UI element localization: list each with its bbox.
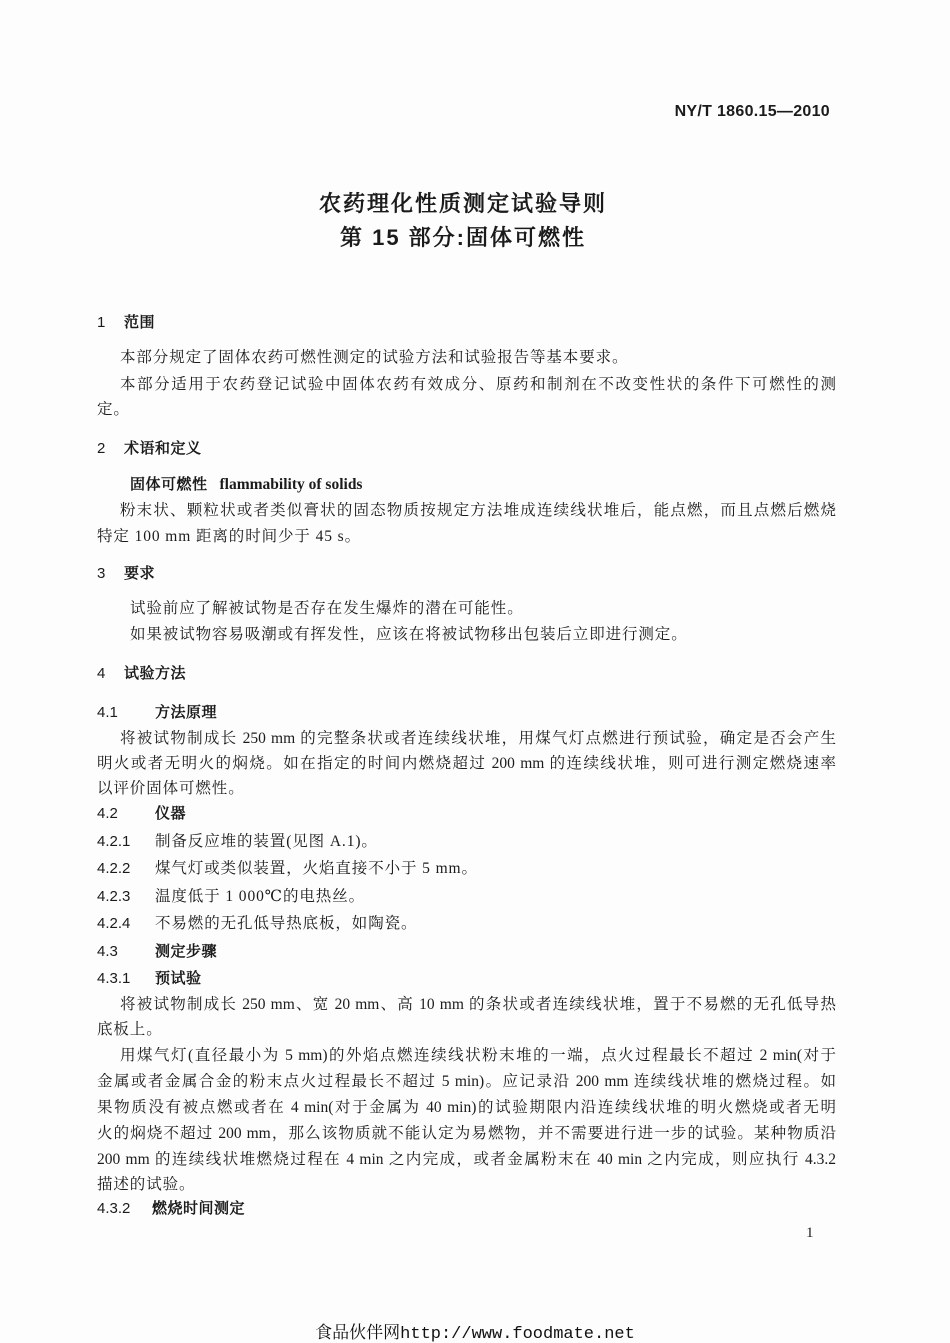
section-heading-terms (97, 438, 202, 460)
paragraph-line: 本部分规定了固体农药可燃性测定的试验方法和试验报告等基本要求。 (120, 349, 629, 366)
section-heading-test-method (97, 663, 186, 685)
paragraph-line: 明火或者无明火的焖烧。如在指定的时间内燃烧超过 200 mm 的连续线状堆，则可进行测定燃烧速率 (97, 755, 836, 772)
subsection-title: 测定步骤 (155, 943, 218, 960)
subsection-heading-principle (97, 702, 217, 724)
section-heading-requirements (97, 563, 155, 585)
apparatus-item (97, 913, 417, 935)
paragraph-line: 果物质没有被点燃或者在 4 min(对于金属为 40 min)的试验期限内沿连续线状堆的明火燃烧或者无明 (97, 1099, 836, 1116)
subsection-number: 4.3.1 (97, 970, 131, 987)
paragraph-line: 粉末状、颗粒状或者类似膏状的固态物质按规定方法堆成连续线状堆后，能点燃，而且点燃后燃烧 (120, 502, 836, 519)
section-number: 1 (97, 314, 106, 331)
section-number: 3 (97, 565, 106, 582)
section-number: 4 (97, 665, 106, 682)
apparatus-item (97, 886, 365, 908)
footer-site-name: 食品伙伴网 (315, 1323, 401, 1342)
apparatus-item (97, 831, 378, 853)
section-title: 术语和定义 (124, 440, 202, 457)
paragraph-line: 如果被试物容易吸潮或有挥发性，应该在将被试物移出包装后立即进行测定。 (130, 626, 688, 643)
item-text: 温度低于 1 000℃的电热丝。 (155, 888, 365, 905)
subsection-heading-apparatus (97, 803, 186, 825)
page-number: 1 (806, 1225, 814, 1241)
subsection-title: 预试验 (155, 970, 202, 987)
item-text: 制备反应堆的装置(见图 A.1)。 (155, 833, 378, 850)
subsection-number: 4.3.2 (97, 1200, 131, 1217)
subsection-number: 4.1 (97, 704, 118, 721)
paragraph-line: 底板上。 (97, 1021, 163, 1038)
term-definition-heading (130, 474, 362, 496)
paragraph-line: 试验前应了解被试物是否存在发生爆炸的潜在可能性。 (130, 600, 524, 617)
item-text: 不易燃的无孔低导热底板，如陶瓷。 (155, 915, 418, 932)
subsection-heading-burning-time (97, 1198, 245, 1220)
subsection-heading-pretest (97, 968, 202, 990)
item-number: 4.2.2 (97, 860, 131, 877)
footer-watermark (0, 1321, 950, 1343)
paragraph-line: 本部分适用于农药登记试验中固体农药有效成分、原药和制剂在不改变性状的条件下可燃性的测 (120, 376, 836, 393)
subsection-number: 4.2 (97, 805, 118, 822)
paragraph-line: 将被试物制成长 250 mm、宽 20 mm、高 10 mm 的条状或者连续线状堆，置于不易燃的无孔低导热 (120, 996, 836, 1013)
paragraph-line: 火的焖烧不超过 200 mm，那么该物质就不能认定为易燃物，并不需要进行进一步的试验。某种物质沿 (97, 1125, 836, 1142)
section-title: 要求 (124, 565, 156, 582)
section-title: 试验方法 (124, 665, 187, 682)
paragraph-line: 200 mm 的连续线状堆燃烧过程在 4 min 之内完成，或者金属粉末在 40 min 之内完成，则应执行 4.3.2 (97, 1151, 836, 1168)
subsection-number: 4.3 (97, 943, 118, 960)
subsection-heading-procedure (97, 941, 217, 963)
standard-code: NY/T 1860.15—2010 (674, 103, 830, 120)
term-chinese: 固体可燃性 (130, 476, 208, 493)
item-number: 4.2.1 (97, 833, 131, 850)
apparatus-item (97, 858, 478, 880)
item-text: 煤气灯或类似装置，火焰直接不小于 5 mm。 (155, 860, 478, 877)
document-title: 农药理化性质测定试验导则 (318, 191, 607, 216)
item-number: 4.2.3 (97, 888, 131, 905)
footer-url: http://www.foodmate.net (400, 1325, 635, 1343)
paragraph-line: 特定 100 mm 距离的时间少于 45 s。 (97, 528, 361, 545)
section-title: 范围 (124, 314, 156, 331)
subsection-title: 燃烧时间测定 (152, 1200, 246, 1217)
subsection-title: 仪器 (155, 805, 187, 822)
section-heading-scope (97, 312, 155, 334)
subsection-title: 方法原理 (155, 704, 218, 721)
document-subtitle: 第 15 部分:固体可燃性 (339, 225, 587, 250)
paragraph-line: 以评价固体可燃性。 (97, 780, 245, 797)
item-number: 4.2.4 (97, 915, 131, 932)
term-english: flammability of solids (219, 476, 363, 493)
paragraph-line: 用煤气灯(直径最小为 5 mm)的外焰点燃连续线状粉末堆的一端，点火过程最长不超过 2 min(对于 (120, 1047, 836, 1064)
section-number: 2 (97, 440, 106, 457)
paragraph-line: 定。 (97, 401, 130, 418)
paragraph-line: 描述的试验。 (97, 1176, 196, 1193)
paragraph-line: 金属或者金属合金的粉末点火过程最长不超过 5 min)。应记录沿 200 mm 连续线状堆的燃烧过程。如 (97, 1073, 836, 1090)
paragraph-line: 将被试物制成长 250 mm 的完整条状或者连续线状堆，用煤气灯点燃进行预试验，确定是否会产生 (120, 730, 836, 747)
